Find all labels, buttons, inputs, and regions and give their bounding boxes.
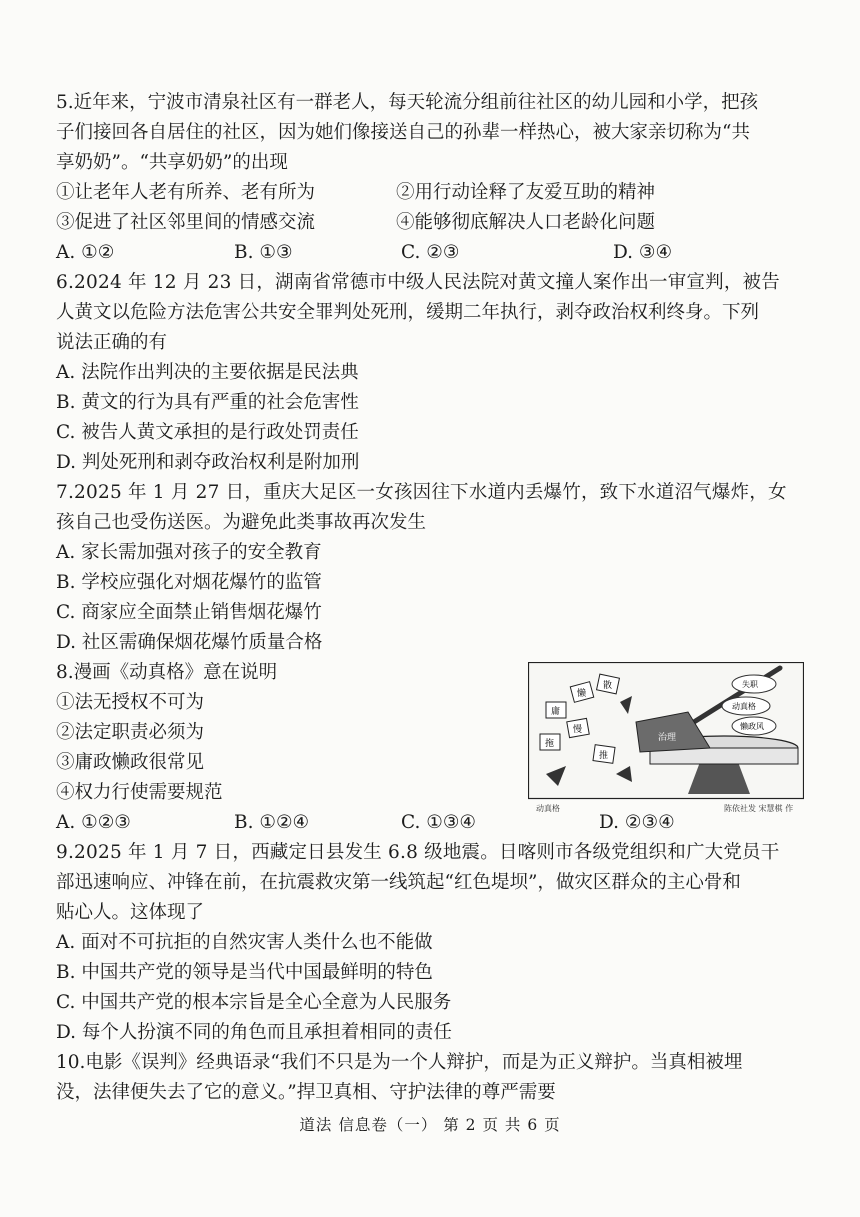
cloud-label: 懒政风 <box>740 722 764 731</box>
choice-d: D. ②③④ <box>599 812 675 833</box>
question-stem-line: 9.2025 年 1 月 7 日，西藏定日县发生 6.8 级地震。日喀则市各级党组织和广大党员干 <box>56 842 780 863</box>
statement: ④能够彻底解决人口老龄化问题 <box>396 212 656 233</box>
question-stem-line: 7.2025 年 1 月 27 日，重庆大足区一女孩因往下水道内丢爆竹，致下水道沼气爆炸，女 <box>56 482 787 503</box>
pile-label: 推 <box>599 751 609 761</box>
choice-b: B. ①②④ <box>234 812 310 833</box>
choice-c: C. 商家应全面禁止销售烟花爆竹 <box>56 602 322 623</box>
exam-content <box>56 88 816 1108</box>
question-stem-line: 没，法律便失去了它的意义。”捍卫真相、守护法律的尊严需要 <box>56 1082 556 1103</box>
choice-b: B. 学校应强化对烟花爆竹的监管 <box>56 572 322 593</box>
question-stem-line: 说法正确的有 <box>56 332 168 353</box>
choice-b: B. 中国共产党的领导是当代中国最鲜明的特色 <box>56 962 433 983</box>
statement: ①让老年人老有所养、老有所为 <box>56 182 316 203</box>
choice-c: C. ②③ <box>401 242 460 263</box>
choice-a: A. ①② <box>56 242 115 263</box>
question-10 <box>56 1048 816 1108</box>
question-8 <box>56 658 816 838</box>
broom-label: 治理 <box>658 733 677 743</box>
statement: ③庸政懒政很常见 <box>56 752 205 773</box>
statement-row <box>56 208 816 238</box>
choice-a: A. ①②③ <box>56 812 131 833</box>
choice-c: C. 中国共产党的根本宗旨是全心全意为人民服务 <box>56 992 452 1013</box>
question-stem-line: 人黄文以危险方法危害公共安全罪判处死刑，缓期二年执行，剥夺政治权利终身。下列 <box>56 302 760 323</box>
choice-b: B. 黄文的行为具有严重的社会危害性 <box>56 392 359 413</box>
cartoon-caption-right: 陈依社发 宋慧棋 作 <box>724 804 794 813</box>
statement: ②用行动诠释了友爱互助的精神 <box>396 182 656 203</box>
statement-row <box>56 178 816 208</box>
statement: ④权力行使需要规范 <box>56 782 223 803</box>
statement: ②法定职责必须为 <box>56 722 205 743</box>
cartoon-image <box>528 662 804 814</box>
choice-d: D. 社区需确保烟花爆竹质量合格 <box>56 632 323 653</box>
question-9 <box>56 838 816 1048</box>
choice-d: D. 判处死刑和剥夺政治权利是附加刑 <box>56 452 360 473</box>
cloud-label: 失职 <box>742 680 758 689</box>
choice-d: D. ③④ <box>613 242 673 263</box>
pile-label: 拖 <box>545 739 555 749</box>
cartoon-caption-left: 动真格 <box>536 804 560 813</box>
choice-d: D. 每个人扮演不同的角色而且承担着相同的责任 <box>56 1022 452 1043</box>
question-7 <box>56 478 816 658</box>
statement: ①法无授权不可为 <box>56 692 205 713</box>
choice-c: C. 被告人黄文承担的是行政处罚责任 <box>56 422 359 443</box>
question-stem-line: 5.近年来，宁波市清泉社区有一群老人，每天轮流分组前往社区的幼儿园和小学，把孩 <box>56 92 759 113</box>
question-stem-line: 10.电影《误判》经典语录“我们不只是为一个人辩护，而是为正义辩护。当真相被埋 <box>56 1052 743 1073</box>
question-stem-line: 6.2024 年 12 月 23 日，湖南省常德市中级人民法院对黄文撞人案作出一审宣判，被告 <box>56 272 780 293</box>
choice-a: A. 面对不可抗拒的自然灾害人类什么也不能做 <box>56 932 433 953</box>
question-stem-line: 享奶奶”。“共享奶奶”的出现 <box>56 152 288 173</box>
choice-a: A. 法院作出判决的主要依据是民法典 <box>56 362 359 383</box>
pile-label: 庸 <box>551 707 561 717</box>
choice-a: A. 家长需加强对孩子的安全教育 <box>56 542 322 563</box>
pile-label: 散 <box>603 681 613 691</box>
question-stem-line: 部迅速响应、冲锋在前，在抗震救灾第一线筑起“红色堤坝”，做灾区群众的主心骨和 <box>56 872 741 893</box>
question-stem-line: 子们接回各自居住的社区，因为她们像接送自己的孙辈一样热心，被大家亲切称为“共 <box>56 122 750 143</box>
choice-b: B. ①③ <box>234 242 293 263</box>
question-stem-line: 8.漫画《动真格》意在说明 <box>56 662 278 683</box>
pile-label: 慢 <box>573 725 583 735</box>
cloud-label: 动真格 <box>732 702 756 711</box>
choice-row <box>56 238 816 268</box>
question-5 <box>56 88 816 268</box>
question-6 <box>56 268 816 478</box>
choice-c: C. ①③④ <box>401 812 477 833</box>
page-footer: 道法 信息卷（一） 第 2 页 共 6 页 <box>299 1116 561 1134</box>
statement: ③促进了社区邻里间的情感交流 <box>56 212 316 233</box>
question-stem-line: 贴心人。这体现了 <box>56 902 205 923</box>
question-stem-line: 孩自己也受伤送医。为避免此类事故再次发生 <box>56 512 427 533</box>
pile-label: 懒 <box>577 689 587 699</box>
